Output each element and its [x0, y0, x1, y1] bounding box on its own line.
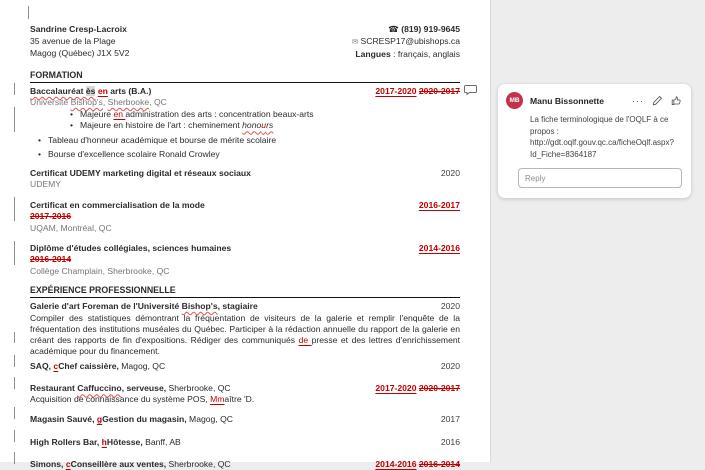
document-content [30, 0, 460, 470]
text-run: Chef caissière, [58, 361, 119, 372]
text-run: c [53, 361, 59, 372]
text-run: 2017-2020 [375, 86, 417, 96]
reply-input[interactable] [518, 168, 682, 188]
text-run: Sherbrooke, QC [166, 383, 231, 394]
text-run: Simons, [30, 458, 66, 469]
change-bar [14, 430, 15, 442]
entry-date: 2017 [440, 413, 460, 424]
entry-title: Diplôme d'études collégiales, sciences humaines [30, 243, 232, 254]
entry-date: 2020 [440, 301, 460, 312]
text-run: rs [266, 120, 274, 131]
text-run: Bishop's [70, 97, 103, 107]
section-heading-experience: EXPÉRIENCE PROFESSIONNELLE [30, 284, 460, 298]
reply-field-wrap [518, 168, 682, 188]
change-bar [14, 83, 15, 95]
text-run: ès [85, 86, 96, 96]
entry-title: Certificat UDEMY marketing digital et réseaux sociaux [30, 167, 251, 178]
entry-row-simons [30, 458, 460, 470]
entry-title [30, 413, 233, 425]
entry-school: UQAM, Montréal, QC [30, 222, 112, 233]
job-description [30, 313, 460, 356]
entry-title [30, 85, 151, 97]
entry-school: UDEMY [30, 178, 62, 189]
comments-panel [491, 0, 705, 462]
entry-row-mode [30, 199, 460, 211]
change-bar [14, 452, 15, 464]
text-run: , serveuse, [121, 383, 167, 394]
text-run: , QC [149, 97, 167, 107]
change-bar [14, 407, 15, 419]
entry-row-galerie [30, 300, 460, 312]
comment-author: Manu Bissonnette [530, 95, 605, 106]
entry-title [30, 436, 181, 448]
deleted-date-line [30, 254, 460, 266]
entry-date [419, 199, 460, 211]
text-run: Sherbooke [107, 97, 150, 107]
deleted-date-line [30, 211, 460, 223]
entry-row-dec [30, 242, 460, 254]
text-run: de [298, 334, 312, 345]
text-run: Acquisition de connaissance du système POS, [30, 394, 211, 405]
text-run: Gestion du magasin, [102, 413, 187, 424]
entry-school: Collège Champlain, Sherbrooke, QC [30, 265, 170, 276]
section-heading-formation: FORMATION [30, 69, 460, 83]
entry-row-rollers [30, 436, 460, 448]
text-run: SAQ, [30, 361, 54, 372]
text-run: 2020-2017 [418, 86, 460, 96]
text-run: en [97, 86, 108, 96]
more-options-icon[interactable]: ··· [632, 95, 644, 106]
entry-title [30, 360, 165, 372]
text-run: h [101, 436, 107, 447]
text-run: Restaurant [30, 383, 78, 394]
person-name: Sandrine Cresp-Lacroix [30, 24, 127, 34]
text-run: Caffuccino [77, 383, 122, 394]
change-bar [14, 197, 15, 221]
entry-title [30, 458, 231, 470]
text-run: Banff, AB [142, 436, 181, 447]
comment-card[interactable] [498, 84, 691, 198]
text-run: c [65, 458, 71, 469]
phone-number: (819) 919-9645 [401, 24, 460, 34]
entry-school [30, 97, 460, 109]
entry-row-sauve [30, 413, 460, 425]
entry-title [30, 300, 258, 312]
text-run: Baccalauréat [30, 86, 86, 96]
text-run: aître 'D. [224, 394, 255, 405]
text-run: Majeure [80, 108, 114, 119]
list-item [70, 120, 460, 132]
entry-date: 2020 [440, 361, 460, 372]
list-item: • Tableau d'honneur académique et bourse de mérite scolaire [38, 135, 460, 147]
entry-dates [375, 382, 460, 394]
entry-row-udemy [30, 167, 460, 179]
change-bar [14, 332, 15, 343]
contact-left [30, 23, 129, 60]
address-line2: Magog (Québec) J1X 5V2 [30, 48, 130, 58]
email-icon: ✉ [351, 37, 359, 46]
text-run: 2017-2016 [30, 211, 72, 222]
like-thumb-icon[interactable] [671, 95, 682, 106]
edit-pencil-icon[interactable] [652, 95, 663, 106]
text-run: hono [242, 120, 262, 131]
comment-bubble-icon[interactable] [464, 84, 478, 96]
languages-value: : français, anglais [390, 49, 460, 59]
text-run: arts (B.A.) [107, 86, 152, 96]
languages-label: Langues [355, 49, 391, 59]
entry-date [419, 242, 460, 254]
text-run: Conseillère aux ventes, [70, 458, 167, 469]
entry-row-baccalaureat [30, 85, 460, 97]
text-run: Compiler des statistiques démontrant la fréquentation de visiteurs de la galerie et remplir l'enquête de la fréquentation des institutions muséales du Québec. Participer à la rédaction annuelle du rapport de la galerie en créant des rapports de fin d'expositions. Rédiger des communiqués [30, 313, 460, 345]
entry-date: 2020 [440, 167, 460, 178]
text-run: , stagiaire [217, 301, 258, 312]
address-line1: 35 avenue de la Plage [30, 36, 116, 46]
text-run: 2016-2017 [418, 200, 460, 211]
text-run: Magog, QC [118, 361, 166, 372]
comment-text: La fiche terminologique de l'OQLF à ce propos : http://gdt.oqlf.gouv.qc.ca/ficheOqlf.aspx?Id_Fiche=8364187 [530, 115, 674, 159]
entry-row-saq [30, 360, 460, 372]
change-bar [14, 377, 15, 389]
list-item [70, 109, 460, 121]
text-run: High Rollers Bar, [30, 436, 102, 447]
change-bar [14, 107, 15, 132]
text-run: Magasin Sauvé, [30, 413, 97, 424]
text-run: 2020-2017 [418, 383, 460, 394]
text-run: u [261, 120, 267, 131]
text-run: Galerie d'art Foreman de l'Université [30, 301, 182, 312]
text-run: 2014-2016 [375, 458, 417, 469]
avatar: MB [506, 92, 523, 109]
text-run: 2017-2020 [375, 383, 417, 394]
text-run: Université [30, 97, 71, 107]
entry-title [30, 382, 231, 394]
entry-dates [375, 85, 460, 97]
comment-actions [632, 95, 682, 106]
entry-date: 2016 [440, 436, 460, 447]
text-run: en [113, 108, 126, 119]
text-run: g [96, 413, 103, 424]
email-address: SCRESP17@ubishops.ca [360, 36, 460, 46]
change-bar [14, 355, 15, 367]
change-bar [14, 241, 15, 265]
text-run: Magog, QC [186, 413, 233, 424]
text-run: 2014-2016 [418, 243, 460, 254]
languages-line [352, 48, 460, 60]
list-item: • Bourse d'excellence scolaire Ronald Crowley [38, 149, 460, 161]
phone-line [352, 23, 460, 35]
text-run: , [102, 97, 108, 107]
resume-header [30, 23, 460, 60]
entry-row-restaurant [30, 382, 460, 394]
text-run: 2016-2014 [418, 458, 460, 469]
entry-dates [375, 458, 460, 470]
email-line [352, 35, 460, 48]
job-subline [30, 394, 460, 406]
contact-right [352, 23, 460, 60]
text-run: Majeure en histoire de l'art : cheminement [80, 120, 243, 131]
text-run: Mm [210, 394, 225, 405]
comment-header [506, 92, 682, 109]
text-run: Bishop's [181, 301, 218, 312]
text-run: Sherbrooke, QC [166, 458, 231, 469]
text-run: 2016-2014 [30, 254, 72, 265]
entry-title: Certificat en commercialisation de la mode [30, 200, 205, 211]
text-run: Hôtesse, [106, 436, 143, 447]
text-run: presse et des lettres d'enrichissement académique pour du financement. [30, 334, 461, 356]
phone-icon: ☎ [388, 24, 399, 34]
text-run: administration des arts : concentration beaux-arts [125, 108, 314, 119]
